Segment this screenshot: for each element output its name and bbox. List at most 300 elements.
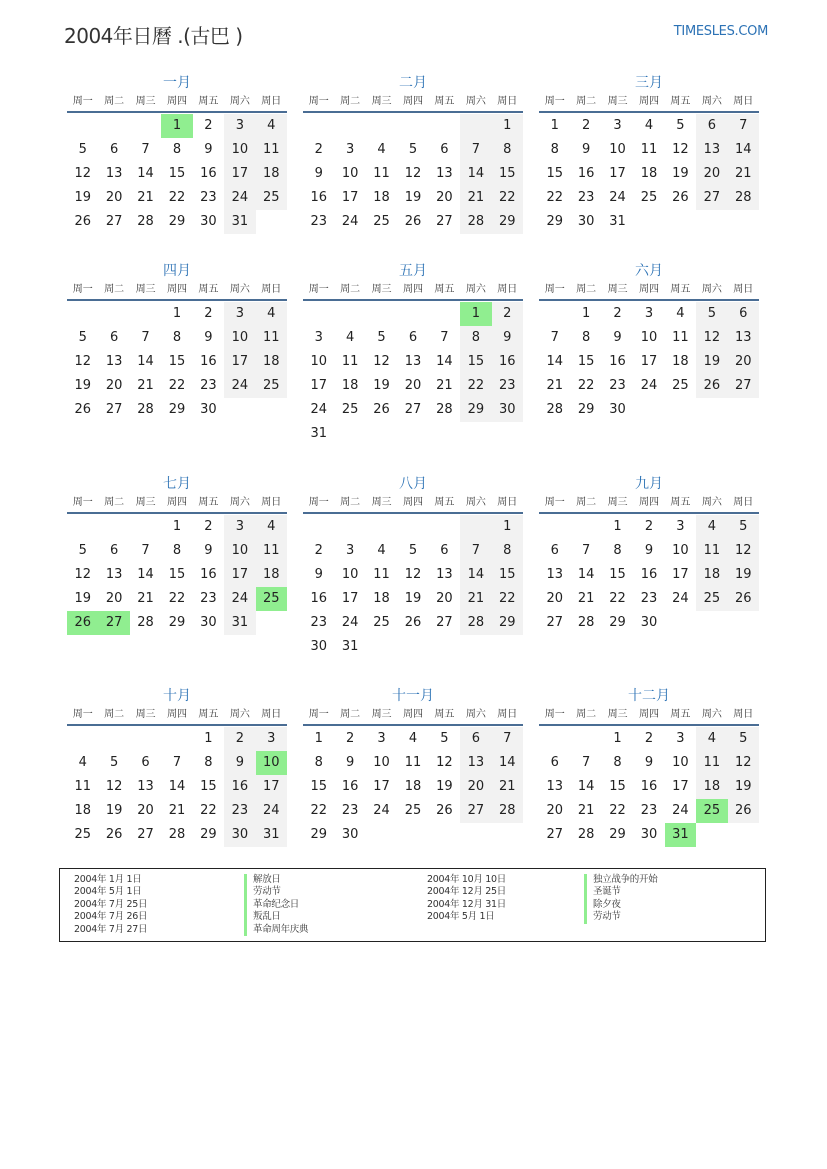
day-cell: 21	[436, 378, 453, 393]
day-cell: 8	[613, 755, 622, 770]
day-cell: 13	[137, 779, 154, 794]
empty-cell	[334, 302, 365, 326]
day-grid	[539, 114, 759, 234]
day-cell: 25	[256, 587, 287, 611]
day-cell: 20	[404, 378, 422, 393]
day-cell: 16	[640, 567, 658, 582]
weekday-label: 周五	[198, 497, 219, 508]
day-cell: 18	[74, 803, 91, 818]
day-grid	[303, 727, 523, 847]
day-cell: 23	[200, 378, 217, 393]
day-cell: 2	[204, 118, 213, 133]
day-cell: 31	[256, 823, 287, 847]
day-cell: 15	[168, 354, 186, 369]
day-cell: 21	[460, 587, 491, 611]
weekday-label: 周二	[340, 497, 361, 508]
day-cell: 14	[137, 166, 154, 181]
empty-cell	[429, 422, 460, 446]
day-cell: 4	[256, 114, 287, 138]
weekday-label: 周六	[465, 284, 486, 295]
day-cell: 22	[609, 591, 626, 606]
empty-cell	[130, 114, 161, 138]
day-cell: 8	[204, 755, 213, 770]
day-cell: 31	[341, 639, 359, 654]
empty-cell	[98, 302, 129, 326]
day-cell: 25	[341, 402, 359, 417]
legend-holiday-name: 劳动节	[244, 886, 308, 898]
day-cell: 20	[546, 591, 563, 606]
day-cell: 23	[640, 591, 658, 606]
weekday-label: 周六	[701, 284, 722, 295]
empty-cell	[334, 422, 365, 446]
weekday-label: 周六	[229, 96, 250, 107]
day-cell: 13	[460, 751, 491, 775]
day-cell: 29	[492, 210, 523, 234]
empty-cell	[460, 635, 491, 659]
day-cell: 6	[109, 543, 119, 558]
day-cell: 26	[696, 374, 727, 398]
day-cell: 21	[546, 378, 563, 393]
day-cell: 19	[373, 378, 390, 393]
weekday-label: 周三	[607, 497, 628, 508]
legend-date: 2004年 5月 1日	[427, 911, 495, 923]
day-cell: 24	[256, 799, 287, 823]
day-cell: 6	[109, 330, 119, 345]
legend-dates-col1	[74, 874, 147, 936]
day-cell: 30	[640, 615, 658, 630]
day-cell: 20	[696, 162, 727, 186]
weekday-header	[539, 706, 759, 726]
day-cell: 12	[696, 326, 727, 350]
day-cell: 18	[256, 563, 287, 587]
day-cell: 21	[492, 775, 523, 799]
day-cell: 10	[341, 166, 359, 181]
day-cell: 17	[341, 591, 359, 606]
day-cell: 26	[74, 402, 91, 417]
day-cell: 11	[672, 330, 689, 345]
day-cell: 16	[200, 354, 217, 369]
day-cell: 24	[224, 186, 255, 210]
day-cell: 27	[460, 799, 491, 823]
day-cell: 15	[492, 162, 523, 186]
day-cell: 10	[672, 755, 689, 770]
day-cell: 28	[492, 799, 523, 823]
day-cell: 17	[256, 775, 287, 799]
legend-names-col2	[584, 874, 657, 924]
day-cell: 27	[105, 402, 123, 417]
day-cell: 11	[373, 166, 390, 181]
day-cell: 18	[373, 190, 390, 205]
weekday-label: 周一	[544, 709, 565, 720]
day-cell: 25	[696, 799, 727, 823]
day-cell: 17	[373, 779, 390, 794]
day-cell: 16	[200, 567, 217, 582]
day-cell: 14	[492, 751, 523, 775]
day-cell: 9	[492, 326, 523, 350]
empty-cell	[256, 398, 287, 422]
day-cell: 2	[204, 306, 213, 321]
day-cell: 26	[67, 611, 98, 635]
day-cell: 15	[168, 567, 186, 582]
day-cell: 19	[696, 350, 727, 374]
weekday-label: 周三	[607, 709, 628, 720]
weekday-label: 周二	[340, 284, 361, 295]
day-cell: 31	[609, 214, 626, 229]
day-cell: 18	[696, 563, 727, 587]
day-cell: 5	[440, 731, 449, 746]
day-cell: 3	[224, 114, 255, 138]
day-cell: 28	[577, 827, 595, 842]
day-cell: 26	[373, 402, 390, 417]
day-cell: 23	[640, 803, 658, 818]
weekday-label: 周四	[402, 497, 423, 508]
day-cell: 24	[609, 190, 626, 205]
day-cell: 2	[581, 118, 591, 133]
day-cell: 10	[341, 567, 359, 582]
empty-cell	[460, 823, 491, 847]
empty-cell	[460, 114, 491, 138]
day-cell: 20	[105, 591, 123, 606]
day-cell: 1	[172, 306, 182, 321]
day-cell: 21	[168, 803, 186, 818]
empty-cell	[397, 422, 428, 446]
day-cell: 12	[728, 751, 759, 775]
empty-cell	[429, 515, 460, 539]
weekday-label: 周四	[166, 96, 187, 107]
day-cell: 8	[172, 543, 182, 558]
weekday-label: 周四	[166, 497, 187, 508]
weekday-label: 周日	[261, 284, 282, 295]
day-cell: 4	[256, 515, 287, 539]
day-cell: 21	[137, 378, 154, 393]
empty-cell	[161, 727, 192, 751]
day-cell: 14	[460, 162, 491, 186]
weekday-label: 周一	[308, 284, 329, 295]
weekday-label: 周四	[402, 96, 423, 107]
day-cell: 26	[105, 827, 123, 842]
day-cell: 1	[172, 519, 182, 534]
day-cell: 15	[310, 779, 327, 794]
day-cell: 20	[105, 190, 123, 205]
day-cell: 8	[460, 326, 491, 350]
empty-cell	[696, 823, 727, 847]
legend-date: 2004年 12月 25日	[427, 886, 506, 898]
day-cell: 11	[256, 326, 287, 350]
weekday-label: 周五	[670, 96, 691, 107]
day-cell: 12	[404, 567, 422, 582]
weekday-label: 周二	[104, 96, 125, 107]
day-cell: 17	[640, 354, 658, 369]
page-title: 2004年日曆 .(古巴 )	[64, 24, 243, 48]
day-cell: 2	[314, 543, 323, 558]
empty-cell	[492, 823, 523, 847]
empty-cell	[696, 611, 727, 635]
day-cell: 9	[204, 330, 213, 345]
weekday-label: 周五	[198, 709, 219, 720]
empty-cell	[539, 727, 570, 751]
empty-cell	[460, 515, 491, 539]
site-link[interactable]: TIMESLES.COM	[673, 24, 768, 39]
day-cell: 18	[672, 354, 689, 369]
day-cell: 7	[728, 114, 759, 138]
empty-cell	[366, 823, 397, 847]
day-cell: 7	[460, 138, 491, 162]
empty-cell	[224, 398, 255, 422]
weekday-label: 周四	[166, 709, 187, 720]
day-cell: 26	[436, 803, 453, 818]
legend-holiday-name: 革命纪念日	[244, 899, 308, 911]
holiday-legend	[59, 868, 766, 942]
day-cell: 29	[460, 398, 491, 422]
day-cell: 22	[546, 190, 563, 205]
empty-cell	[665, 210, 696, 234]
weekday-label: 周二	[104, 284, 125, 295]
day-cell: 31	[310, 426, 327, 441]
day-cell: 16	[310, 190, 327, 205]
weekday-label: 周四	[638, 96, 659, 107]
month-calendar	[303, 73, 523, 234]
weekday-label: 周六	[229, 284, 250, 295]
day-cell: 6	[440, 142, 449, 157]
weekday-label: 周日	[733, 284, 754, 295]
day-cell: 23	[224, 799, 255, 823]
day-cell: 6	[728, 302, 759, 326]
month-calendar	[539, 474, 759, 635]
weekday-label: 周三	[371, 497, 392, 508]
legend-date: 2004年 7月 26日	[74, 911, 148, 923]
weekday-header	[67, 281, 287, 301]
empty-cell	[67, 302, 98, 326]
day-cell: 2	[224, 727, 255, 751]
day-cell: 14	[577, 567, 595, 582]
day-cell: 17	[224, 563, 255, 587]
day-cell: 11	[74, 779, 91, 794]
day-cell: 20	[546, 803, 563, 818]
day-cell: 5	[408, 543, 418, 558]
day-cell: 15	[200, 779, 217, 794]
day-cell: 11	[256, 138, 287, 162]
day-cell: 14	[436, 354, 453, 369]
day-cell: 4	[676, 306, 685, 321]
day-cell: 3	[345, 142, 355, 157]
day-cell: 29	[492, 611, 523, 635]
weekday-label: 周一	[308, 96, 329, 107]
day-cell: 22	[310, 803, 327, 818]
day-cell: 5	[728, 515, 759, 539]
month-title: 二月	[399, 75, 427, 91]
empty-cell	[256, 210, 287, 234]
month-title: 四月	[163, 263, 191, 279]
day-cell: 7	[550, 330, 559, 345]
day-cell: 24	[640, 378, 658, 393]
day-cell: 10	[672, 543, 689, 558]
day-cell: 28	[460, 611, 491, 635]
day-cell: 1	[581, 306, 591, 321]
day-cell: 25	[672, 378, 689, 393]
empty-cell	[334, 515, 365, 539]
day-cell: 27	[546, 827, 563, 842]
weekday-label: 周二	[104, 709, 125, 720]
empty-cell	[366, 422, 397, 446]
weekday-header	[67, 706, 287, 726]
weekday-label: 周一	[72, 709, 93, 720]
day-cell: 7	[581, 543, 591, 558]
day-cell: 25	[74, 827, 91, 842]
day-cell: 10	[640, 330, 658, 345]
weekday-header	[539, 494, 759, 514]
day-cell: 30	[200, 214, 217, 229]
day-cell: 4	[408, 731, 418, 746]
day-cell: 19	[74, 190, 91, 205]
day-cell: 17	[672, 779, 689, 794]
day-cell: 9	[314, 166, 323, 181]
day-cell: 16	[640, 779, 658, 794]
day-cell: 4	[78, 755, 87, 770]
day-cell: 17	[341, 190, 359, 205]
empty-cell	[728, 823, 759, 847]
weekday-label: 周三	[135, 497, 156, 508]
day-cell: 24	[672, 803, 689, 818]
day-cell: 23	[200, 190, 217, 205]
weekday-label: 周五	[434, 709, 455, 720]
day-cell: 30	[224, 823, 255, 847]
empty-cell	[67, 727, 98, 751]
day-cell: 16	[577, 166, 595, 181]
day-cell: 10	[609, 142, 626, 157]
day-cell: 20	[728, 350, 759, 374]
weekday-label: 周四	[638, 709, 659, 720]
weekday-label: 周日	[733, 96, 754, 107]
day-grid	[539, 302, 759, 422]
day-cell: 24	[341, 615, 359, 630]
day-cell: 28	[168, 827, 186, 842]
day-cell: 1	[460, 302, 491, 326]
day-cell: 4	[377, 142, 386, 157]
day-cell: 11	[696, 539, 727, 563]
weekday-label: 周三	[135, 96, 156, 107]
day-cell: 3	[224, 515, 255, 539]
day-cell: 13	[404, 354, 422, 369]
day-cell: 18	[696, 775, 727, 799]
day-cell: 20	[436, 591, 453, 606]
day-cell: 24	[224, 374, 255, 398]
day-cell: 17	[224, 162, 255, 186]
day-cell: 29	[609, 615, 626, 630]
weekday-label: 周四	[166, 284, 187, 295]
day-cell: 3	[314, 330, 323, 345]
day-cell: 3	[676, 731, 685, 746]
month-title: 十二月	[628, 688, 670, 704]
weekday-label: 周五	[434, 284, 455, 295]
empty-cell	[130, 515, 161, 539]
weekday-label: 周三	[371, 709, 392, 720]
day-cell: 25	[373, 615, 390, 630]
day-cell: 5	[377, 330, 386, 345]
day-cell: 20	[105, 378, 123, 393]
day-cell: 20	[436, 190, 453, 205]
day-cell: 3	[377, 731, 386, 746]
day-cell: 27	[137, 827, 154, 842]
weekday-label: 周三	[371, 96, 392, 107]
day-cell: 5	[78, 330, 87, 345]
day-cell: 8	[581, 330, 591, 345]
legend-holiday-name: 革命周年庆典	[244, 924, 308, 936]
day-cell: 28	[436, 402, 453, 417]
day-cell: 23	[492, 374, 523, 398]
day-cell: 4	[256, 302, 287, 326]
day-cell: 7	[581, 755, 591, 770]
day-cell: 12	[105, 779, 123, 794]
weekday-label: 周一	[544, 497, 565, 508]
empty-cell	[429, 823, 460, 847]
day-cell: 30	[200, 615, 217, 630]
day-cell: 28	[137, 214, 154, 229]
day-cell: 13	[728, 326, 759, 350]
month-calendar	[303, 686, 523, 847]
day-cell: 18	[341, 378, 359, 393]
weekday-label: 周三	[371, 284, 392, 295]
day-cell: 15	[577, 354, 595, 369]
day-cell: 18	[256, 350, 287, 374]
day-cell: 18	[404, 779, 422, 794]
day-cell: 29	[546, 214, 563, 229]
day-cell: 12	[404, 166, 422, 181]
day-cell: 9	[204, 543, 213, 558]
day-cell: 2	[644, 519, 654, 534]
day-cell: 15	[609, 779, 626, 794]
day-cell: 13	[436, 166, 453, 181]
empty-cell	[130, 302, 161, 326]
empty-cell	[696, 398, 727, 422]
day-cell: 13	[546, 567, 563, 582]
weekday-label: 周六	[465, 96, 486, 107]
empty-cell	[67, 114, 98, 138]
day-cell: 27	[728, 374, 759, 398]
month-calendar	[67, 686, 287, 847]
day-cell: 9	[581, 142, 591, 157]
weekday-label: 周二	[340, 96, 361, 107]
empty-cell	[366, 302, 397, 326]
day-cell: 2	[492, 302, 523, 326]
weekday-label: 周二	[576, 96, 597, 107]
day-cell: 19	[74, 378, 91, 393]
day-cell: 23	[577, 190, 595, 205]
weekday-header	[539, 281, 759, 301]
day-cell: 19	[728, 775, 759, 799]
day-cell: 11	[640, 142, 658, 157]
day-cell: 22	[609, 803, 626, 818]
day-cell: 25	[696, 587, 727, 611]
day-cell: 27	[436, 214, 453, 229]
day-cell: 3	[613, 118, 622, 133]
weekday-label: 周五	[670, 709, 691, 720]
day-cell: 16	[224, 775, 255, 799]
day-grid	[67, 515, 287, 635]
month-title: 一月	[163, 75, 191, 91]
day-cell: 27	[404, 402, 422, 417]
day-cell: 9	[613, 330, 622, 345]
month-title: 八月	[399, 476, 427, 492]
empty-cell	[696, 210, 727, 234]
weekday-label: 周五	[670, 497, 691, 508]
empty-cell	[397, 515, 428, 539]
month-calendar	[67, 261, 287, 422]
day-cell: 10	[224, 326, 255, 350]
day-cell: 13	[105, 354, 123, 369]
day-cell: 29	[310, 827, 327, 842]
day-cell: 16	[609, 354, 626, 369]
weekday-label: 周日	[497, 709, 518, 720]
